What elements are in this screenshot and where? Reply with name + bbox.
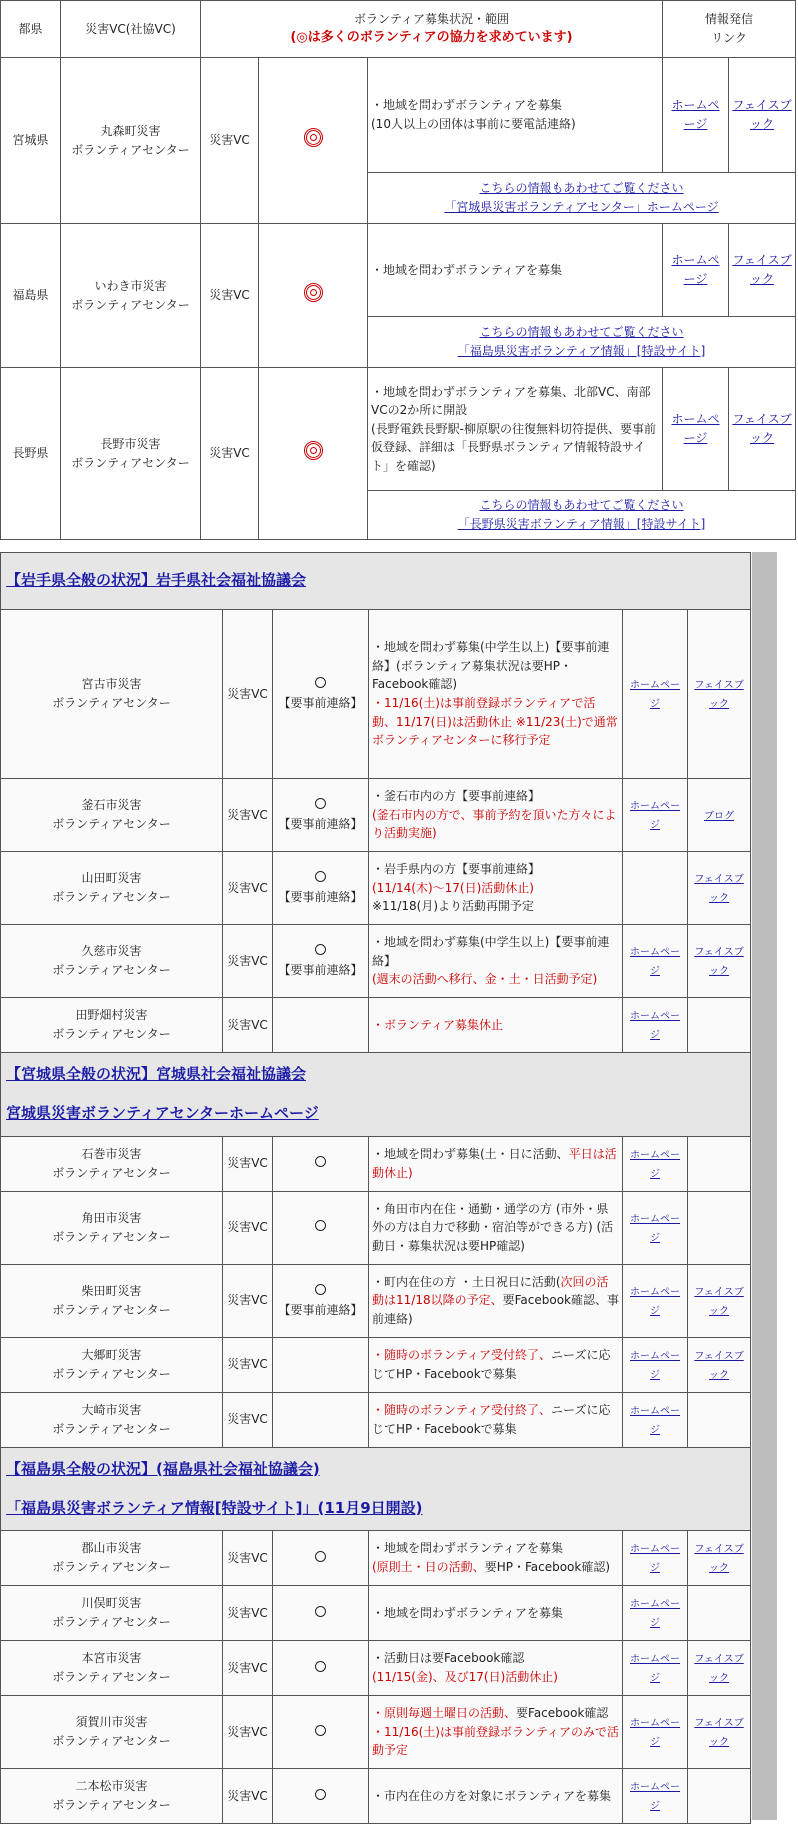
desc-text-red-2: ・11/16(土)は事前登録ボランティアのみで活動予定 <box>372 1724 619 1758</box>
desc-line: ・地域を問わずボランティアを募集 <box>371 262 563 277</box>
mark-cell <box>273 852 369 925</box>
circle-icon <box>315 798 326 809</box>
facebook-link[interactable]: フェイスブック <box>694 680 744 710</box>
center-name: 柴田町災害 <box>81 1283 142 1298</box>
desc-text-2: ニーズに応じてHP・Facebookで募集 <box>372 1347 611 1381</box>
desc-cell <box>369 1586 623 1641</box>
desc-text: ・市内在住の方を対象にボランティアを募集 <box>372 1788 612 1803</box>
facebook-link[interactable]: フェイスブック <box>694 874 744 904</box>
facebook-link[interactable]: フェイスブック <box>732 412 792 445</box>
center-name: 田野畑村災害 <box>75 1008 148 1023</box>
center-name-2: ボランティアセンター <box>52 1027 171 1041</box>
center-name: 山田町災害 <box>81 871 142 886</box>
center-name-2: ボランティアセンター <box>52 1670 171 1684</box>
center-cell <box>1 1769 223 1824</box>
desc-cell <box>368 58 663 173</box>
center-name: 須賀川市災害 <box>75 1715 148 1730</box>
table-row <box>1 1641 751 1696</box>
section-title-link[interactable]: 【福島県全般の状況】(福島県社会福祉協議会) <box>6 1459 320 1478</box>
section-subtitle-link[interactable]: 宮城県災害ボランティアセンターホームページ <box>6 1104 319 1123</box>
table-row <box>1 1696 751 1769</box>
homepage-cell <box>663 224 729 317</box>
homepage-link[interactable]: ホームページ <box>630 1782 680 1812</box>
desc-cell <box>369 1696 623 1769</box>
homepage-link[interactable]: ホームページ <box>630 680 680 710</box>
desc-text: ・地域を問わずボランティアを募集 <box>372 1541 564 1556</box>
hp-cell <box>623 1337 688 1392</box>
top-row <box>1 58 796 173</box>
table-row <box>1 1337 751 1392</box>
circle-icon <box>315 677 326 688</box>
type-cell: 災害VC <box>223 1769 273 1824</box>
double-circle-icon <box>304 283 323 302</box>
mark-note: 【要事前連絡】 <box>278 963 363 977</box>
desc-cell <box>369 1641 623 1696</box>
regional-table <box>0 552 751 1824</box>
fb-cell <box>688 1392 751 1447</box>
desc-text-red: (11/14(木)～17(日)活動休止) <box>372 880 534 895</box>
desc-cell <box>369 779 623 852</box>
mark-cell <box>273 1586 369 1641</box>
top-row <box>1 224 796 317</box>
table-row <box>1 1392 751 1447</box>
type-cell: 災害VC <box>223 1264 273 1337</box>
facebook-cell <box>729 58 796 173</box>
mark-note: 【要事前連絡】 <box>278 817 363 831</box>
section-title-cell <box>1 1447 751 1531</box>
desc-line-2: (10人以上の団体は事前に要電話連絡) <box>371 117 576 131</box>
see-also-cell <box>368 317 796 368</box>
circle-icon <box>315 1606 326 1617</box>
desc-text: ・町内在住の方 ・土日祝日に活動( <box>372 1274 561 1289</box>
desc-text: ・活動日は要Facebook確認 <box>372 1651 525 1666</box>
mark-cell <box>273 1337 369 1392</box>
homepage-link[interactable]: ホームページ <box>630 1599 680 1629</box>
center-name: 角田市災害 <box>81 1210 142 1225</box>
center-name: 石巻市災害 <box>81 1146 142 1161</box>
table-row <box>1 1531 751 1586</box>
header-pref: 都県 <box>1 1 61 58</box>
fb-cell <box>688 1337 751 1392</box>
mark-cell <box>273 610 369 779</box>
header-info-label: 情報発信 <box>705 12 754 27</box>
hp-cell <box>623 1696 688 1769</box>
header-vc: 災害VC(社協VC) <box>61 1 201 58</box>
facebook-link[interactable]: フェイスブック <box>694 947 744 977</box>
center-name: 久慈市災害 <box>81 944 142 959</box>
center-name: いわき市災害 <box>94 278 167 293</box>
desc-text-red: ・ボランティア募集休止 <box>372 1017 504 1032</box>
type-cell: 災害VC <box>201 368 259 540</box>
desc-cell <box>369 1337 623 1392</box>
hp-cell <box>623 1641 688 1696</box>
homepage-link[interactable]: ホームページ <box>630 1286 680 1317</box>
homepage-cell <box>663 58 729 173</box>
table-row <box>1 852 751 925</box>
desc-text-red: (原則土・日の活動、 <box>372 1560 485 1574</box>
table-row <box>1 610 751 779</box>
type-cell: 災害VC <box>223 852 273 925</box>
center-name-2: ボランティアセンター <box>71 142 190 157</box>
facebook-link[interactable]: フェイスブック <box>732 253 792 286</box>
blog-link[interactable]: ブログ <box>704 810 735 822</box>
facebook-link[interactable]: フェイスブック <box>694 1350 744 1381</box>
type-cell: 災害VC <box>201 224 259 368</box>
desc-cell <box>369 1531 623 1586</box>
center-name-2: ボランティアセンター <box>52 1734 171 1748</box>
center-name-2: ボランティアセンター <box>71 455 190 470</box>
homepage-link[interactable]: ホームページ <box>671 98 720 131</box>
fb-cell <box>688 1191 751 1264</box>
center-name-2: ボランティアセンター <box>52 1615 171 1629</box>
center-name: 大郷町災害 <box>81 1347 142 1362</box>
type-cell: 災害VC <box>223 998 273 1053</box>
desc-text-2: 要HP・Facebook確認) <box>484 1560 611 1574</box>
desc-text-red: ・随時のボランティア受付終了、 <box>372 1402 552 1417</box>
center-cell <box>1 779 223 852</box>
desc-text-red: 平日は活動休止) <box>372 1146 617 1180</box>
desc-text-2: 要Facebook確認 <box>516 1706 609 1721</box>
header-status-note: (◎は多くのボランティアの協力を求めています) <box>290 30 573 46</box>
desc-text: ・地域を問わず募集(中学生以上)【要事前連絡】(ボランティア募集状況は要HP・Facebook確認) <box>372 640 610 692</box>
table-row <box>1 1769 751 1824</box>
see-also-cell <box>368 173 796 224</box>
desc-line: ・地域を問わずボランティアを募集 <box>371 98 563 113</box>
type-cell: 災害VC <box>223 1531 273 1586</box>
homepage-link[interactable]: ホームページ <box>630 1149 680 1180</box>
center-cell <box>1 925 223 998</box>
desc-cell <box>369 852 623 925</box>
center-cell <box>1 998 223 1053</box>
desc-cell <box>369 1136 623 1191</box>
desc-text-red: 次回の活動は11/18以降の予定、 <box>372 1274 609 1308</box>
hp-cell <box>623 1769 688 1824</box>
section-title-cell <box>1 1053 751 1137</box>
desc-cell <box>368 224 663 317</box>
top-volunteer-table <box>0 0 796 540</box>
center-cell <box>1 1337 223 1392</box>
mark-cell <box>273 1696 369 1769</box>
pref-cell: 長野県 <box>1 368 61 540</box>
center-name-2: ボランティアセンター <box>52 1798 171 1812</box>
desc-text: ・釜石市内の方【要事前連絡】 <box>372 789 541 804</box>
desc-line: ・地域を問わずボランティアを募集、北部VC、南部VCの2か所に開設 <box>371 384 651 418</box>
desc-cell <box>369 998 623 1053</box>
center-name-2: ボランティアセンター <box>52 1421 171 1436</box>
double-circle-icon <box>304 441 323 460</box>
center-name: 釜石市災害 <box>81 798 142 813</box>
center-name-2: ボランティアセンター <box>52 1560 171 1574</box>
facebook-link[interactable]: フェイスブック <box>732 98 792 131</box>
hp-cell <box>623 1264 688 1337</box>
desc-cell <box>368 368 663 491</box>
homepage-link[interactable]: ホームページ <box>630 1544 680 1574</box>
homepage-link[interactable]: ホームページ <box>630 1405 680 1436</box>
center-name: 丸森町災害 <box>100 123 161 138</box>
type-cell: 災害VC <box>223 1337 273 1392</box>
center-name-2: ボランティアセンター <box>52 963 171 977</box>
hp-cell <box>623 1136 688 1191</box>
facebook-cell <box>729 224 796 317</box>
desc-cell <box>369 1264 623 1337</box>
type-cell: 災害VC <box>223 610 273 779</box>
extra-link[interactable]: 「宮城県災害ボランティアセンター」ホームページ <box>444 200 719 214</box>
center-cell <box>61 58 201 224</box>
center-name-2: ボランティアセンター <box>52 1165 171 1180</box>
mark-cell <box>273 998 369 1053</box>
center-cell <box>61 224 201 368</box>
table-row <box>1 1191 751 1264</box>
see-also-cell <box>368 491 796 540</box>
hp-cell <box>623 610 688 779</box>
mark-cell <box>273 1769 369 1824</box>
desc-text-2: ニーズに応じてHP・Facebookで募集 <box>372 1402 611 1436</box>
desc-text: ・地域を問わずボランティアを募集 <box>372 1605 564 1620</box>
center-cell <box>1 1191 223 1264</box>
center-cell <box>1 1392 223 1447</box>
homepage-cell <box>663 368 729 491</box>
facebook-link[interactable]: フェイスブック <box>694 1286 744 1317</box>
header-link-label: リンク <box>711 31 747 45</box>
center-name-2: ボランティアセンター <box>52 817 171 831</box>
center-name: 大崎市災害 <box>81 1402 142 1417</box>
table-row <box>1 925 751 998</box>
desc-text-red: ・随時のボランティア受付終了、 <box>372 1347 552 1362</box>
homepage-link[interactable]: ホームページ <box>630 1213 680 1244</box>
homepage-link[interactable]: ホームページ <box>630 1654 680 1684</box>
desc-cell <box>369 1191 623 1264</box>
desc-text-red: (週末の活動へ移行、金・土・日活動予定) <box>372 972 598 987</box>
fb-cell <box>688 1136 751 1191</box>
desc-text: ・角田市内在住・通勤・通学の方 (市外・県外の方は自力で移動・宿泊等ができる方) (活動日・募集状況は要HP確認) <box>372 1201 614 1253</box>
mark-note: 【要事前連絡】 <box>278 696 363 710</box>
desc-line-2: (長野電鉄長野駅-柳原駅の往復無料切符提供、要事前仮登録、詳細は「長野県ボランティア情報特設サイト」を確認) <box>371 421 657 473</box>
homepage-link[interactable]: ホームページ <box>671 253 720 286</box>
table-row <box>1 1136 751 1191</box>
circle-icon <box>315 1725 326 1736</box>
center-cell <box>61 368 201 540</box>
hp-cell <box>623 1531 688 1586</box>
mark-cell <box>273 1392 369 1447</box>
pref-cell: 宮城県 <box>1 58 61 224</box>
table-row <box>1 1264 751 1337</box>
center-name-2: ボランティアセンター <box>52 1366 171 1381</box>
fb-cell <box>688 1531 751 1586</box>
mark-cell <box>273 1641 369 1696</box>
type-cell: 災害VC <box>223 779 273 852</box>
pref-cell: 福島県 <box>1 224 61 368</box>
section-miyagi <box>1 1053 751 1137</box>
homepage-link[interactable]: ホームページ <box>671 412 720 445</box>
section-iwate <box>1 553 751 610</box>
type-cell: 災害VC <box>223 1136 273 1191</box>
fb-cell <box>688 779 751 852</box>
desc-text: ・岩手県内の方【要事前連絡】 <box>372 862 541 877</box>
see-also-link[interactable]: こちらの情報もあわせてご覧ください <box>479 498 684 513</box>
center-cell <box>1 852 223 925</box>
center-name: 本宮市災害 <box>81 1651 142 1666</box>
type-cell: 災害VC <box>223 1191 273 1264</box>
section-title-link[interactable]: 【岩手県全般の状況】岩手県社会福祉協議会 <box>6 571 307 590</box>
homepage-link[interactable]: ホームページ <box>630 1718 680 1748</box>
mark-cell <box>259 58 368 224</box>
desc-cell <box>369 1769 623 1824</box>
desc-cell <box>369 1392 623 1447</box>
fb-cell <box>688 998 751 1053</box>
hp-cell <box>623 852 688 925</box>
mark-cell <box>273 1191 369 1264</box>
type-cell: 災害VC <box>223 1696 273 1769</box>
circle-icon <box>315 871 326 882</box>
center-name-2: ボランティアセンター <box>52 1229 171 1244</box>
type-cell: 災害VC <box>223 1392 273 1447</box>
extra-link[interactable]: 「長野県災害ボランティア情報」[特設サイト] <box>457 517 706 531</box>
fb-cell <box>688 610 751 779</box>
desc-text-2: 要Facebook確認、事前連絡) <box>372 1293 619 1326</box>
section-title-cell <box>1 553 751 610</box>
circle-icon <box>315 1661 326 1672</box>
vertical-scrollbar[interactable] <box>752 552 777 1820</box>
fb-cell <box>688 1696 751 1769</box>
mark-cell <box>273 1531 369 1586</box>
table-row <box>1 779 751 852</box>
hp-cell <box>623 1392 688 1447</box>
regional-status-panel <box>0 552 753 1820</box>
extra-link[interactable]: 「福島県災害ボランティア情報」[特設サイト] <box>457 344 706 358</box>
desc-text: ・地域を問わず募集(土・日に活動、 <box>372 1146 569 1161</box>
mark-cell <box>259 368 368 540</box>
table-row <box>1 1586 751 1641</box>
homepage-link[interactable]: ホームページ <box>630 1011 680 1041</box>
desc-text-red: (釜石市内の方で、事前予約を頂いた方々により活動実施) <box>372 807 617 841</box>
mark-cell <box>259 224 368 368</box>
double-circle-icon <box>304 128 323 147</box>
homepage-link[interactable]: ホームページ <box>630 947 680 977</box>
desc-text-red: ・11/16(土)は事前登録ボランティアで活動、11/17(日)は活動休止 ※11/23(土)で通常ボランティアセンターに移行予定 <box>372 696 618 748</box>
desc-text-2: ※11/18(月)より活動再開予定 <box>372 899 535 914</box>
fb-cell <box>688 925 751 998</box>
type-cell: 災害VC <box>201 58 259 224</box>
mark-note: 【要事前連絡】 <box>278 890 363 904</box>
header-status-title: ボランティア募集状況・範囲 <box>353 11 510 26</box>
top-header-row <box>1 1 796 58</box>
facebook-cell <box>729 368 796 491</box>
table-row <box>1 998 751 1053</box>
desc-text-red: ・原則毎週土曜日の活動、 <box>372 1706 517 1721</box>
center-name: 郡山市災害 <box>81 1541 142 1556</box>
center-name: 長野市災害 <box>100 436 161 451</box>
center-cell <box>1 1586 223 1641</box>
mark-cell <box>273 925 369 998</box>
desc-cell <box>369 610 623 779</box>
type-cell: 災害VC <box>223 925 273 998</box>
homepage-link[interactable]: ホームページ <box>630 801 680 831</box>
circle-icon <box>315 1284 326 1295</box>
header-status <box>201 1 663 58</box>
fb-cell <box>688 852 751 925</box>
section-fukushima <box>1 1447 751 1531</box>
mark-cell <box>273 779 369 852</box>
hp-cell <box>623 1191 688 1264</box>
facebook-link[interactable]: フェイスブック <box>694 1718 744 1748</box>
hp-cell <box>623 1586 688 1641</box>
circle-icon <box>315 944 326 955</box>
center-name: 川俣町災害 <box>81 1596 142 1611</box>
desc-text: ・地域を問わず募集(中学生以上)【要事前連絡】 <box>372 935 610 968</box>
center-name-2: ボランティアセンター <box>52 890 171 904</box>
type-cell: 災害VC <box>223 1586 273 1641</box>
fb-cell <box>688 1769 751 1824</box>
center-name-2: ボランティアセンター <box>52 1302 171 1317</box>
center-cell <box>1 610 223 779</box>
mark-note: 【要事前連絡】 <box>278 1302 363 1317</box>
fb-cell <box>688 1264 751 1337</box>
desc-cell <box>369 925 623 998</box>
center-name: 二本松市災害 <box>75 1779 148 1794</box>
see-also-link[interactable]: こちらの情報もあわせてご覧ください <box>479 181 684 196</box>
hp-cell <box>623 925 688 998</box>
center-cell <box>1 1531 223 1586</box>
center-name-2: ボランティアセンター <box>52 696 171 710</box>
center-cell <box>1 1641 223 1696</box>
hp-cell <box>623 998 688 1053</box>
fb-cell <box>688 1641 751 1696</box>
center-cell <box>1 1696 223 1769</box>
hp-cell <box>623 779 688 852</box>
homepage-link[interactable]: ホームページ <box>630 1350 680 1381</box>
facebook-link[interactable]: フェイスブック <box>694 1654 744 1684</box>
center-name: 宮古市災害 <box>81 677 142 692</box>
center-cell <box>1 1136 223 1191</box>
top-row <box>1 368 796 491</box>
header-info <box>663 1 796 58</box>
mark-cell <box>273 1136 369 1191</box>
section-subtitle-link[interactable]: 「福島県災害ボランティア情報[特設サイト]」(11月9日開設) <box>6 1498 423 1517</box>
circle-icon <box>315 1156 326 1167</box>
circle-icon <box>315 1220 326 1231</box>
type-cell: 災害VC <box>223 1641 273 1696</box>
circle-icon <box>315 1551 326 1562</box>
fb-cell <box>688 1586 751 1641</box>
section-title-link[interactable]: 【宮城県全般の状況】宮城県社会福祉協議会 <box>6 1065 307 1083</box>
mark-cell <box>273 1264 369 1337</box>
center-cell <box>1 1264 223 1337</box>
circle-icon <box>315 1789 326 1800</box>
center-name-2: ボランティアセンター <box>71 297 190 312</box>
desc-text-red: (11/15(金)、及び17(日)活動休止) <box>372 1670 558 1684</box>
see-also-link[interactable]: こちらの情報もあわせてご覧ください <box>479 325 684 340</box>
facebook-link[interactable]: フェイスブック <box>694 1544 744 1574</box>
